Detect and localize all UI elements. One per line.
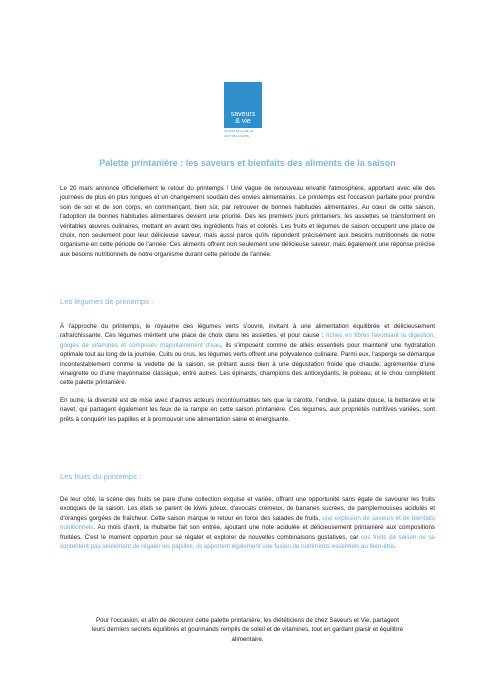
vegetables-text-b: , ils s'imposent comme de alliés essentiels pour maintenir une hydratation optimale tout au long de la journée. Cuits ou crus, les légumes verts offrent une polyvalence culinaire. Parmi eux, l'asperge se démarque incontestablement comme la vedette de la saison, se prêtant aussi bien à une dégustation froide que chaude, agrémentée d'une vinaigrette ou d'une mayonnaise classique, entre autres. Les épinards, champions des antioxydants, le poireau, et le chou complètent cette palette printanière. [60, 341, 436, 387]
vegetables-paragraph-2: En outre, la diversité est de mise avec d'autres acteurs incontournables tels que la carotte, l'endive, la patate douce, la betterave et le navet, qui partagent également les feux de la rampe en cette saison printanière. Ces légumes, aux propriétés nutritives variées, sont prêts à conquérir les papilles et à promouvoir une alimentation saine et énergisante. [60, 397, 435, 423]
fruits-text-a: De leur côté, la scène des fruits se pare d'une collection exquise et variée, offrant une opportunité sans égale de savourer les fruits exotiques de la saison. Les étals se parent de kiwis juteux, d'avocats crémeux, de bananes sucrées, de pamplemousses acidulés et d'oranges gorgées de fraîcheur. Cette saison marque le retour en force des salades de fruits, [60, 496, 435, 522]
logo-badge [224, 82, 262, 128]
fruits-highlight-2: ces fruits de saison ne se contentent pas seulement de régaler les papilles, ils apportent également une fusion de nutriments essentiels au bien-être [60, 533, 435, 551]
fruits-highlight-1: une explosion de saveurs et de bienfaits nutritionnels [60, 514, 435, 532]
page-title: Palette printanière : les saveurs et bienfaits des aliments de la saison [99, 158, 396, 168]
vegetables-paragraph-1 [60, 322, 435, 388]
logo-line-2: & vie [235, 118, 251, 125]
logo-tagline-1: LE GOÛT DE LA VIE, LE [224, 130, 253, 133]
logo-line-1: saveurs [230, 111, 256, 118]
intro-paragraph: Le 20 mars annonce officiellement le retour du printemps ! Une vague de renouveau envahit l'atmosphère, apportant avec elle des journées de plus en plus longues et un changement soudain des envies alimentaires. Le printemps est l'occasion parfaite pour prendre soin de soi et de son corps, en commençant, bien sûr, par retrouver de bonnes habitudes alimentaires. Au cœur de cette saison, l'adoption de bonnes habitudes alimentaires devient une priorité. Dès les premiers jours printaniers, les assiettes se transforment en véritables œuvres culinaires, mettant en avant des ingrédients frais et colorés. Les fruits et légumes de saison occupent une place de choix, non seulement pour leur délicieuse saveur, mais aussi parce qu'ils répondent précisément aux besoins nutritionnels de notre organisme en cette période de l'année. Ces aliments offrent non seulement une délicieuse saveur, mais également une réponse précise aux besoins nutritionnels de notre organisme durant cette période de l'année. [60, 185, 435, 258]
closing-paragraph: Pour l'occasion, et afin de découvrir cette palette printanière, les diététiciens de chez Saveurs et Vie, partagent leurs derniers secrets équilibrés et gourmands remplis de soleil et de vitamines, tout en gardant plaisir et équilibre alimentaire. [91, 617, 404, 643]
logo [224, 82, 272, 139]
logo-tagline-2: GOÛT DE LA SANTÉ [224, 135, 249, 139]
vegetables-highlight: riches en fibres favorisant la digestion, gorgés de vitamines et composés majoritairement d'eau [60, 332, 435, 349]
fruits-text-c: . [394, 543, 396, 551]
section-heading-vegetables: Les légumes de printemps : [60, 297, 154, 306]
section-heading-fruits: Les fruits du printemps : [60, 472, 142, 481]
fruits-paragraph [60, 495, 435, 551]
vegetables-text-a: À l'approche du printemps, le royaume des légumes verts s'ouvre, invitant à une alimentation équilibrée et délicieusement rafraîchissante. Ces légumes méritent une place de choix dans les assiettes, et pour cause : [60, 323, 435, 340]
fruits-text-b: . Au mois d'avril, la rhubarbe fait son entrée, ajoutant une note acidulée et délicieusement printanière aux compositions fruitées. C'est le moment opportun pour se régaler et explorer de nouvelles combinaisons gustatives, car [60, 524, 435, 541]
